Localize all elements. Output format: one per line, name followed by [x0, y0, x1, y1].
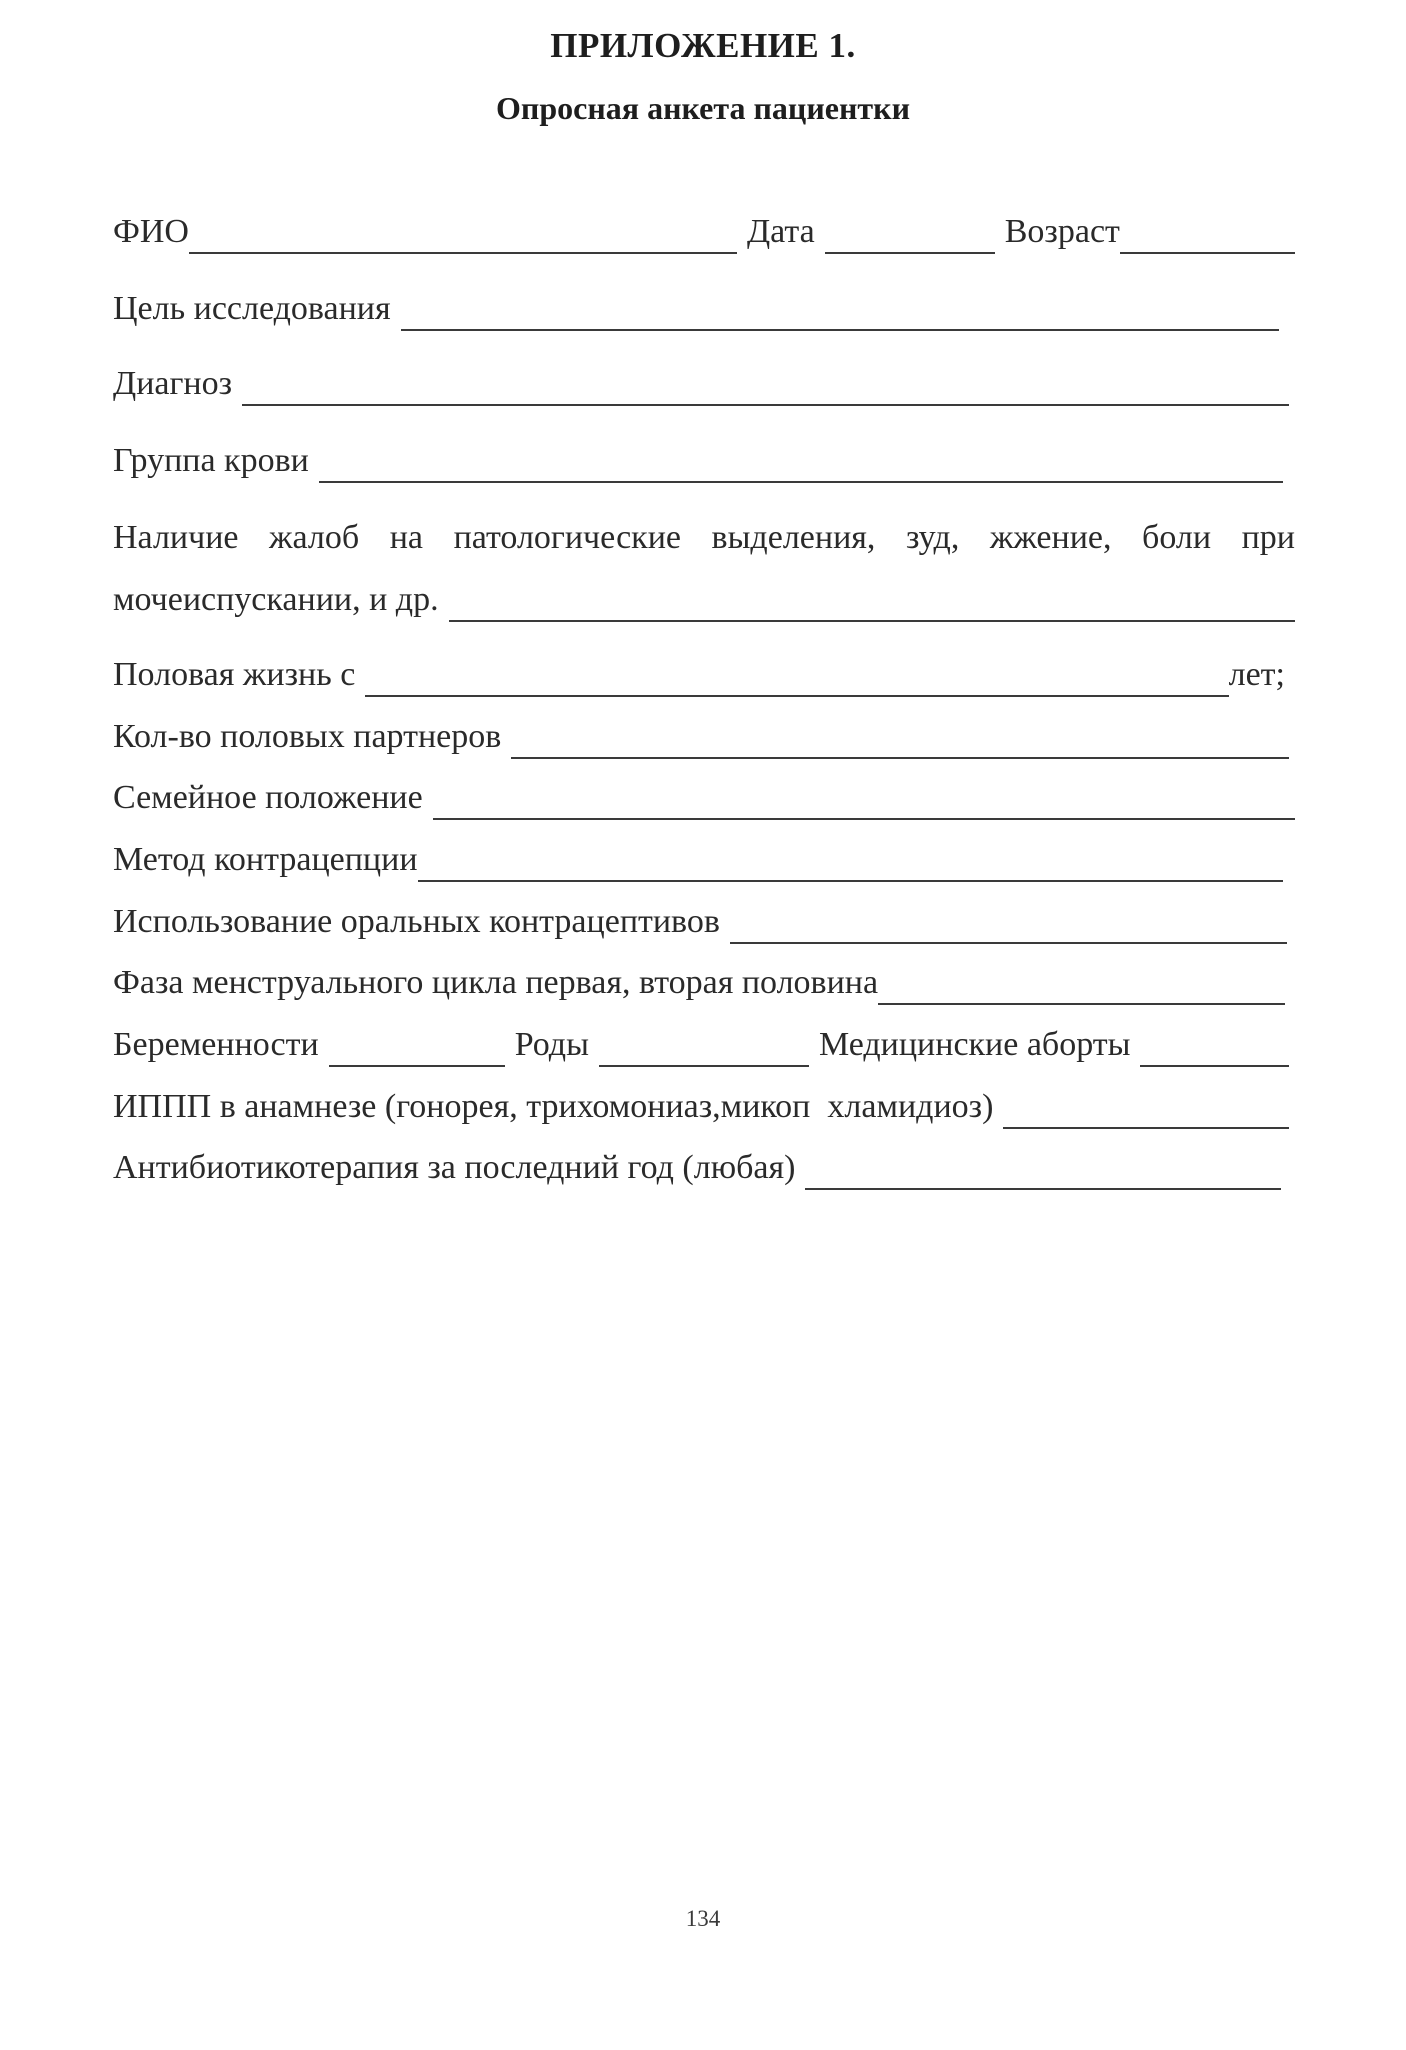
- blood-group-label: Группа крови: [113, 442, 309, 479]
- marital-status-label: Семейное положение: [113, 779, 423, 816]
- row-oral-contraceptives: [113, 900, 1287, 944]
- antibiotics-field[interactable]: [805, 1152, 1281, 1190]
- complaints-label: мочеиспускании, и др.: [113, 581, 439, 618]
- abortions-field[interactable]: [1140, 1029, 1289, 1067]
- abortions-label: Медицинские аборты: [818, 1026, 1131, 1063]
- purpose-label: Цель исследования: [113, 290, 391, 327]
- complaints-field[interactable]: [449, 584, 1295, 622]
- date-label: Дата: [746, 213, 815, 250]
- row-cycle-phase: [113, 961, 1285, 1005]
- row-contraception: [113, 838, 1283, 882]
- diagnosis-label: Диагноз: [113, 365, 233, 402]
- partners-label: Кол-во половых партнеров: [113, 718, 502, 755]
- sex-life-unit: лет;: [1228, 656, 1285, 693]
- partners-field[interactable]: [511, 721, 1289, 759]
- diagnosis-field[interactable]: [242, 368, 1289, 406]
- purpose-field[interactable]: [401, 293, 1279, 331]
- row-sex-life: [113, 653, 1285, 697]
- row-sti-history: [113, 1085, 1289, 1129]
- row-complaints: [113, 578, 1295, 622]
- sex-life-label: Половая жизнь с: [113, 656, 356, 693]
- oral-contraceptives-field[interactable]: [730, 906, 1287, 944]
- age-field[interactable]: [1120, 216, 1295, 254]
- row-fio-date-age: [113, 210, 1295, 254]
- age-label: Возраст: [1004, 213, 1120, 250]
- antibiotics-label: Антибиотикотерапия за последний год (любая): [113, 1149, 796, 1186]
- sex-life-field[interactable]: [365, 659, 1228, 697]
- row-marital-status: [113, 776, 1295, 820]
- births-field[interactable]: [599, 1029, 809, 1067]
- sti-history-field[interactable]: [1003, 1091, 1289, 1129]
- date-field[interactable]: [825, 216, 995, 254]
- form-title: Опросная анкета пациентки: [495, 90, 910, 126]
- marital-status-field[interactable]: [433, 782, 1295, 820]
- births-label: Роды: [514, 1026, 589, 1063]
- oral-contraceptives-label: Использование оральных контрацептивов: [113, 903, 720, 940]
- contraception-field[interactable]: [418, 844, 1283, 882]
- row-purpose: [113, 287, 1279, 331]
- fio-field[interactable]: [189, 216, 737, 254]
- blood-group-field[interactable]: [319, 445, 1283, 483]
- pregnancies-field[interactable]: [329, 1029, 505, 1067]
- row-partners: [113, 715, 1289, 759]
- row-diagnosis: [113, 362, 1289, 406]
- row-antibiotics: [113, 1146, 1281, 1190]
- cycle-phase-label: Фаза менструального цикла первая, вторая половина: [113, 964, 879, 1001]
- pregnancies-label: Беременности: [113, 1026, 319, 1063]
- complaints-line-1: Наличие жалоб на патологические выделения, зуд, жжение, боли при: [113, 519, 1295, 556]
- fio-label: ФИО: [113, 213, 189, 250]
- page-number: 134: [685, 1906, 721, 1931]
- row-blood-group: [113, 439, 1283, 483]
- row-pregnancies-births-abortions: [113, 1023, 1289, 1067]
- contraception-label: Метод контрацепции: [113, 841, 418, 878]
- appendix-heading: ПРИЛОЖЕНИЕ 1.: [550, 26, 856, 65]
- cycle-phase-field[interactable]: [878, 967, 1285, 1005]
- sti-history-label: ИППП в анамнезе (гонорея, трихомониаз,микоп хламидиоз): [113, 1088, 994, 1125]
